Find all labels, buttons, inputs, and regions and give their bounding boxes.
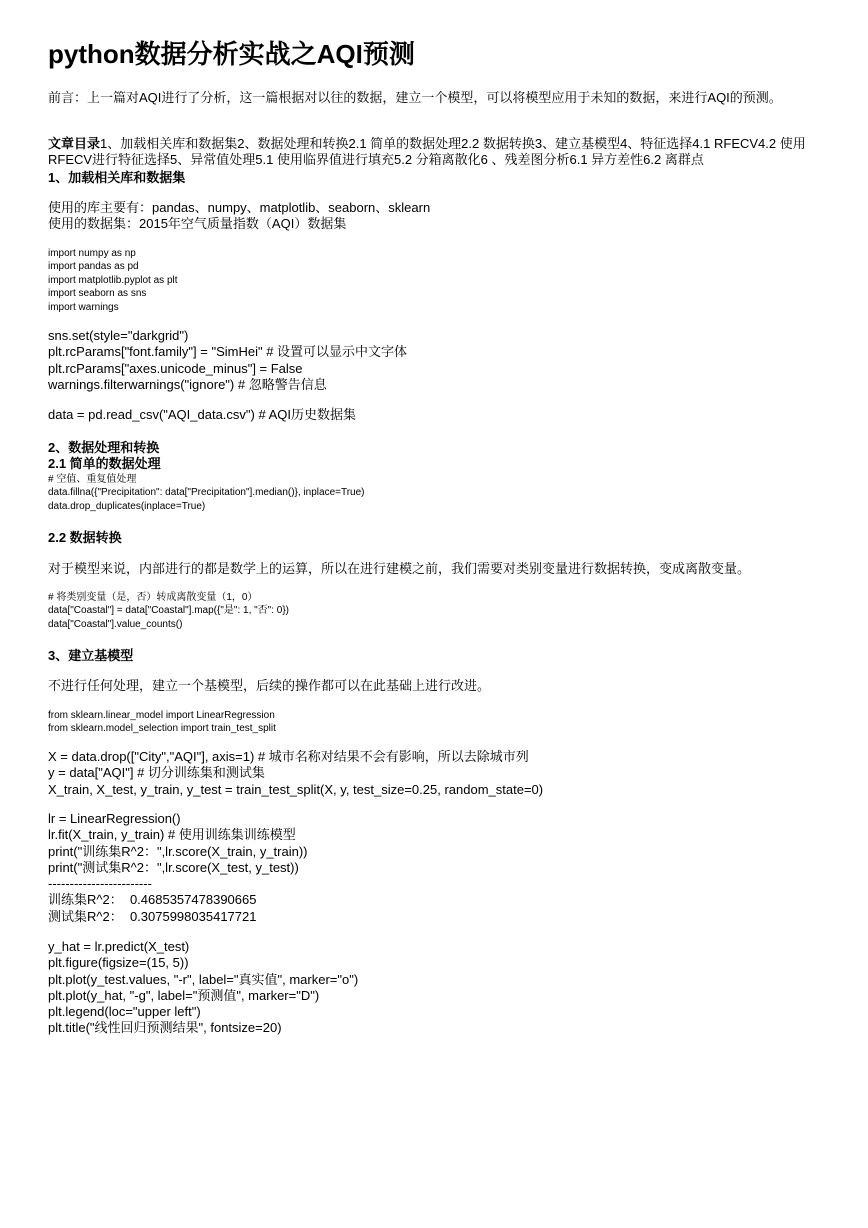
intro-paragraph: 前言：上一篇对AQI进行了分析，这一篇根据对以往的数据，建立一个模型，可以将模型应用于未知的数据，来进行AQI的预测。 bbox=[48, 90, 782, 105]
section-1-heading: 1、加载相关库和数据集 bbox=[48, 170, 186, 185]
section-2-1-heading: 2.1 简单的数据处理 bbox=[48, 456, 161, 471]
code-data-conversion: # 将类别变量（是，否）转成离散变量（1，0） data["Coastal"] = data["Coastal"].map({"是": 1, "否": 0}) data["Coastal"].value_counts() bbox=[48, 592, 290, 630]
table-of-contents bbox=[48, 136, 826, 169]
section-2-2-heading: 2.2 数据转换 bbox=[48, 530, 122, 545]
code-settings: sns.set(style="darkgrid") plt.rcParams["font.family"] = "SimHei" # 设置可以显示中文字体 plt.rcParams["axes.unicode_minus"] = False warnings.filterwarnings("ignore") # 忽略警告信息 bbox=[48, 328, 408, 392]
section-3-heading: 3、建立基模型 bbox=[48, 648, 134, 663]
code-read-csv: data = pd.read_csv("AQI_data.csv") # AQI历史数据集 bbox=[48, 407, 356, 422]
section-3-description: 不进行任何处理，建立一个基模型，后续的操作都可以在此基础上进行改进。 bbox=[48, 678, 491, 693]
section-2-heading: 2、数据处理和转换 bbox=[48, 440, 160, 455]
code-plot: y_hat = lr.predict(X_test) plt.figure(figsize=(15, 5)) plt.plot(y_test.values, "-r", label="真实值", marker="o") plt.plot(y_hat, "-g", label="预测值", marker="D") plt.legend(loc="upper left") plt.title("线性回归预测结果", fontsize=20) bbox=[48, 939, 359, 1036]
page-title: python数据分析实战之AQI预测 bbox=[48, 39, 415, 69]
code-imports: import numpy as np import pandas as pd import matplotlib.pyplot as plt import seaborn as sns import warnings bbox=[48, 248, 178, 313]
code-data-cleaning: # 空值、重复值处理 data.fillna({"Precipitation": data["Precipitation"].median()}, inplace=True) data.drop_duplicates(inplace=True) bbox=[48, 474, 365, 512]
section-2-2-description: 对于模型来说，内部进行的都是数学上的运算，所以在进行建模之前，我们需要对类别变量进行数据转换，变成离散变量。 bbox=[48, 561, 751, 576]
code-sklearn-imports: from sklearn.linear_model import LinearRegression from sklearn.model_selection import train_test_split bbox=[48, 710, 276, 735]
code-train-test-split: X = data.drop(["City","AQI"], axis=1) # 城市名称对结果不会有影响，所以去除城市列 y = data["AQI"] # 切分训练集和测试集 X_train, X_test, y_train, y_test = train_test_split(X, y, test_size=0.25, random_state=0) bbox=[48, 749, 544, 797]
toc-text: 1、加载相关库和数据集2、数据处理和转换2.1 简单的数据处理2.2 数据转换3、建立基模型4、特征选择4.1 RFECV4.2 使用RFECV进行特征选择5、异常值处理5.1 使用临界值进行填充5.2 分箱离散化6 、残差图分析6.1 异方差性6.2 离群点 bbox=[48, 136, 806, 168]
code-model-fit: lr = LinearRegression() lr.fit(X_train, y_train) # 使用训练集训练模型 print("训练集R^2：",lr.score(X_train, y_train)) print("测试集R^2：",lr.score(X_test, y_test)) ------------------------ 训练集R^2： 0.4685357478390665 测试集R^2： 0.3075998035417721 bbox=[48, 811, 308, 924]
section-1-description: 使用的库主要有：pandas、numpy、matplotlib、seaborn、sklearn 使用的数据集：2015年空气质量指数（AQI）数据集 bbox=[48, 200, 431, 232]
toc-label: 文章目录 bbox=[48, 136, 101, 151]
